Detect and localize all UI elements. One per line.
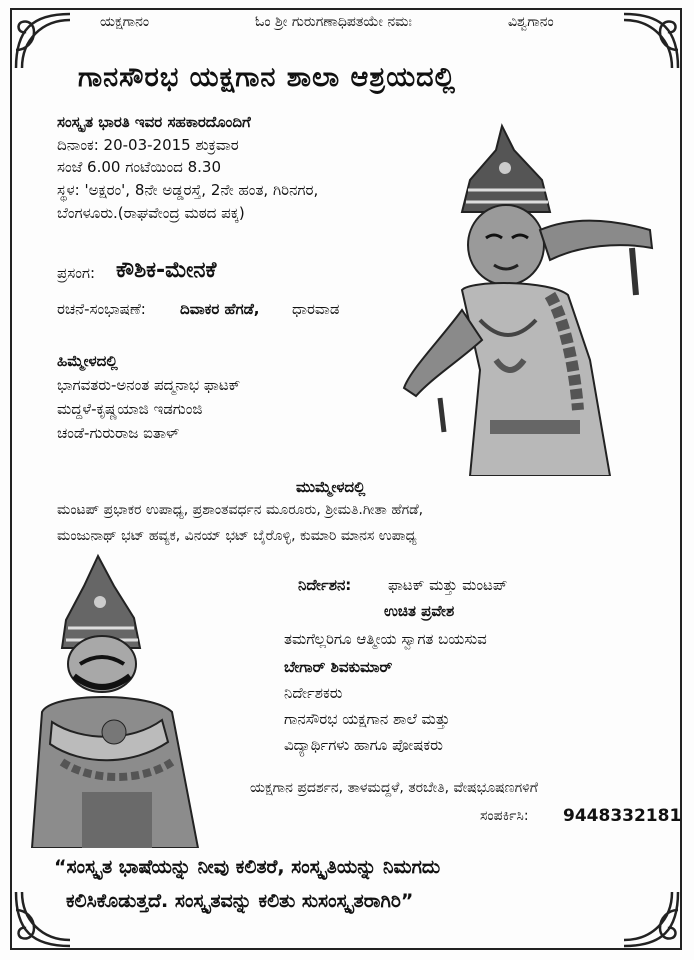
venue-line-1: ಸ್ಥಳ: 'ಅಕ್ಷರಂ', 8ನೇ ಅಡ್ಡರಸ್ತೆ, 2ನೇ ಹಂತ, ಗಿರಿನಗರ,: [57, 181, 319, 199]
welcome-line: ತಮಗೆಲ್ಲರಿಗೂ ಆತ್ಮೀಯ ಸ್ವಾಗತ ಬಯಸುವ: [284, 630, 487, 648]
director-role: ನಿರ್ದೇಶಕರು: [284, 684, 343, 702]
himmela-line: ಭಾಗವತರು-ಅನಂತ ಪದ್ಮನಾಭ ಫಾಟಕ್: [57, 376, 241, 394]
sanskrit-quote-line-1: “ಸಂಸ್ಕೃತ ಭಾಷೆಯನ್ನು ನೀವು ಕಲಿತರೆ, ಸಂಸ್ಕೃತಿಯನ್ನು ನಿಮಗದು: [54, 856, 441, 878]
free-entry-text: ಉಚಿತ ಪ್ರವೇಶ: [384, 602, 455, 620]
author-name: ದಿವಾಕರ ಹೆಗಡೆ,: [180, 300, 260, 318]
collaboration-line: ಸಂಸ್ಕೃತ ಭಾರತಿ ಇವರ ಸಹಕಾರದೊಂದಿಗೆ: [57, 113, 251, 131]
header-right-text: ವಿಶ್ವಗಾನಂ: [508, 14, 554, 30]
yakshagana-warrior-image: [22, 552, 222, 848]
contact-phone: 9448332181: [563, 806, 682, 826]
students-line: ವಿದ್ಯಾರ್ಥಿಗಳು ಹಾಗೂ ಪೋಷಕರು: [284, 736, 443, 754]
author-place: ಧಾರವಾಡ: [292, 300, 340, 318]
header-left-text: ಯಕ್ಷಗಾನಂ: [100, 14, 150, 30]
mummela-line-1: ಮಂಟಪ್ ಪ್ರಭಾಕರ ಉಪಾಧ್ಯ, ಪ್ರಶಾಂತವರ್ಧನ ಮೂರೂರು, ಶ್ರೀಮತಿ.ಗೀತಾ ಹೆಗಡೆ,: [57, 502, 424, 518]
director-name: ಬೇಗಾರ್ ಶಿವಕುಮಾರ್: [284, 658, 393, 676]
directors-names: ಫಾಟಕ್ ಮತ್ತು ಮಂಟಪ್: [388, 576, 508, 594]
sanskrit-quote-line-2: ಕಲಿಸಿಕೊಡುತ್ತದೆ. ಸಂಸ್ಕೃತವನ್ನು ಕಲಿತು ಸುಸಂಸ್ಕೃತರಾಗಿರಿ”: [66, 890, 414, 912]
author-label: ರಚನೆ-ಸಂಭಾಷಣೆ:: [57, 300, 146, 318]
prasanga-label: ಪ್ರಸಂಗ:: [57, 264, 96, 282]
event-date: ದಿನಾಂಕ: 20-03-2015 ಶುಕ್ರವಾರ: [57, 136, 239, 154]
organization-line: ಗಾನಸೌರಭ ಯಕ್ಷಗಾನ ಶಾಲೆ ಮತ್ತು: [284, 710, 450, 728]
mummela-line-2: ಮಂಜುನಾಥ್ ಭಟ್ ಹವ್ಯಕ, ವಿನಯ್ ಭಟ್ ಬೈರೊಳ್ಳಿ, ಕುಮಾರಿ ಮಾನಸ ಉಪಾಧ್ಯ: [57, 528, 417, 544]
prasanga-name: ಕೌಶಿಕ-ಮೇನಕೆ: [116, 258, 217, 283]
yakshagana-dancer-image: [400, 120, 662, 476]
event-time: ಸಂಜೆ 6.00 ಗಂಟೆಯಿಂದ 8.30: [57, 158, 222, 176]
himmela-heading: ಹಿಮ್ಮೇಳದಲ್ಲಿ: [57, 352, 118, 370]
himmela-line: ಮದ್ದಳೆ-ಕೃಷ್ಣಯಾಜಿ ಇಡಗುಂಜಿ: [57, 400, 203, 418]
himmela-line: ಚಂಡೆ-ಗುರುರಾಜ ಐತಾಳ್: [57, 424, 180, 442]
mummela-heading: ಮುಮ್ಮೇಳದಲ್ಲಿ: [296, 478, 366, 496]
services-line: ಯಕ್ಷಗಾನ ಪ್ರದರ್ಶನ, ತಾಳಮದ್ದಳೆ, ತರಬೇತಿ, ವೇಷಭೂಷಣಗಳಿಗೆ: [250, 780, 538, 796]
corner-ornament-top-right: [620, 10, 682, 72]
corner-ornament-top-left: [12, 10, 74, 72]
corner-ornament-bottom-left: [12, 888, 74, 950]
flyer-title: ಗಾನಸೌರಭ ಯಕ್ಷಗಾನ ಶಾಲಾ ಆಶ್ರಯದಲ್ಲಿ: [78, 62, 457, 93]
header-invocation: ಓಂ ಶ್ರೀ ಗುರುಗಣಾಧಿಪತಯೇ ನಮಃ: [255, 14, 412, 30]
contact-label: ಸಂಪರ್ಕಿಸಿ:: [480, 808, 529, 824]
direction-label: ನಿರ್ದೇಶನ:: [298, 576, 352, 594]
corner-ornament-bottom-right: [620, 888, 682, 950]
venue-line-2: ಬೆಂಗಳೂರು.(ರಾಘವೇಂದ್ರ ಮಠದ ಪಕ್ಕ): [57, 204, 245, 222]
